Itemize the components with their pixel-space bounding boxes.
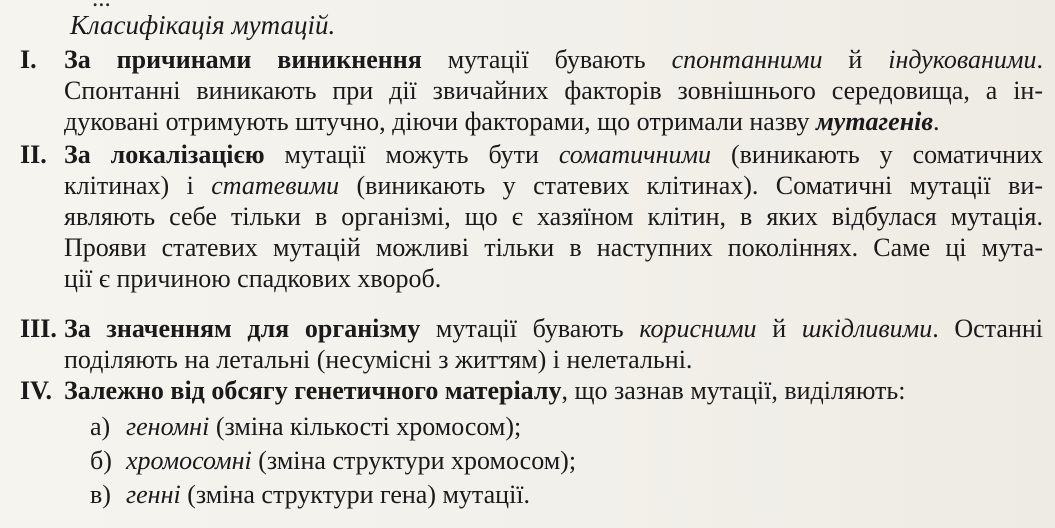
paragraph-line (20, 139, 1043, 170)
section-significance (20, 313, 1043, 375)
text-run: . (932, 107, 940, 136)
text-run: , що зазнав мутації, виділяють: (561, 376, 906, 405)
italic-term: статевими (211, 171, 340, 200)
list-letter: в) (90, 480, 111, 509)
paragraph-line: Прояви статевих мутацій можливі тільки в наступних поколіннях. Саме ці мута- (64, 233, 1043, 262)
list-letter: б) (90, 446, 112, 475)
bold-term: За причинами виникнення (64, 45, 422, 74)
list-letter: а) (90, 412, 111, 441)
text-run: мутації можуть бути (264, 140, 559, 169)
text-run: й (756, 314, 802, 343)
italic-term: геномні (126, 412, 210, 441)
text-run: . (1036, 45, 1043, 74)
text-run: мутації бувають (421, 45, 672, 74)
section-causes (20, 44, 1043, 137)
italic-term: хромосомні (126, 446, 252, 475)
italic-term: соматичними (558, 140, 712, 169)
section-localization (20, 139, 1043, 294)
italic-term: генні (126, 480, 181, 509)
paragraph-line (20, 106, 1043, 137)
bold-term: Залежно від обсягу генетичного матеріалу (64, 376, 562, 405)
roman-numeral: III. (20, 314, 57, 343)
italic-term: шкідливими (801, 314, 933, 343)
italic-term: індукованими (888, 45, 1037, 74)
text-run: (виникають у статевих клітинах). Соматичні мутації ви- (339, 171, 1043, 200)
text-run: клітинах) і (64, 171, 212, 200)
paragraph-line (20, 44, 1043, 75)
list-item (90, 444, 576, 478)
paragraph-line: ції є причиною спадкових хвороб. (64, 264, 442, 293)
roman-numeral: II. (20, 140, 47, 169)
paragraph-line (20, 375, 1043, 406)
paragraph-line (20, 313, 1043, 344)
text-run: дуковані отримують штучно, діючи факторами, що отримали назву (64, 107, 816, 136)
bold-italic-term: мутагенів (815, 107, 933, 136)
text-run: . Останні (932, 314, 1043, 343)
mutation-types-list (90, 410, 576, 512)
section-caption: Класифікація мутацій. (70, 10, 336, 40)
paragraph-line: Спонтанні виникають при дії звичайних факторів зовнішнього середовища, а ін- (64, 76, 1043, 105)
text-run: (виникають у соматичних (711, 140, 1043, 169)
paragraph-line (20, 170, 1043, 201)
roman-numeral: IV. (20, 376, 53, 405)
paragraph-line: являють себе тільки в організмі, що є хазяїном клітин, в яких відбулася мутація. (64, 202, 1043, 231)
list-item (90, 410, 576, 444)
text-run: мутації бувають (420, 314, 640, 343)
section-genetic-volume (20, 375, 1043, 406)
italic-term: корисними (639, 314, 757, 343)
list-item (90, 478, 576, 512)
bold-term: За локалізацією (64, 140, 265, 169)
item-description: (зміна структури хромосом); (251, 446, 577, 475)
item-description: (зміна структури гена) мутації. (180, 480, 531, 509)
text-run: й (822, 45, 889, 74)
italic-term: спонтанними (671, 45, 823, 74)
roman-numeral: I. (20, 45, 37, 74)
bold-term: За значенням для організму (64, 314, 421, 343)
paragraph-line: поділяють на летальні (несумісні з життям) і нелетальні. (64, 345, 693, 374)
item-description: (зміна кількості хромосом); (209, 412, 522, 441)
